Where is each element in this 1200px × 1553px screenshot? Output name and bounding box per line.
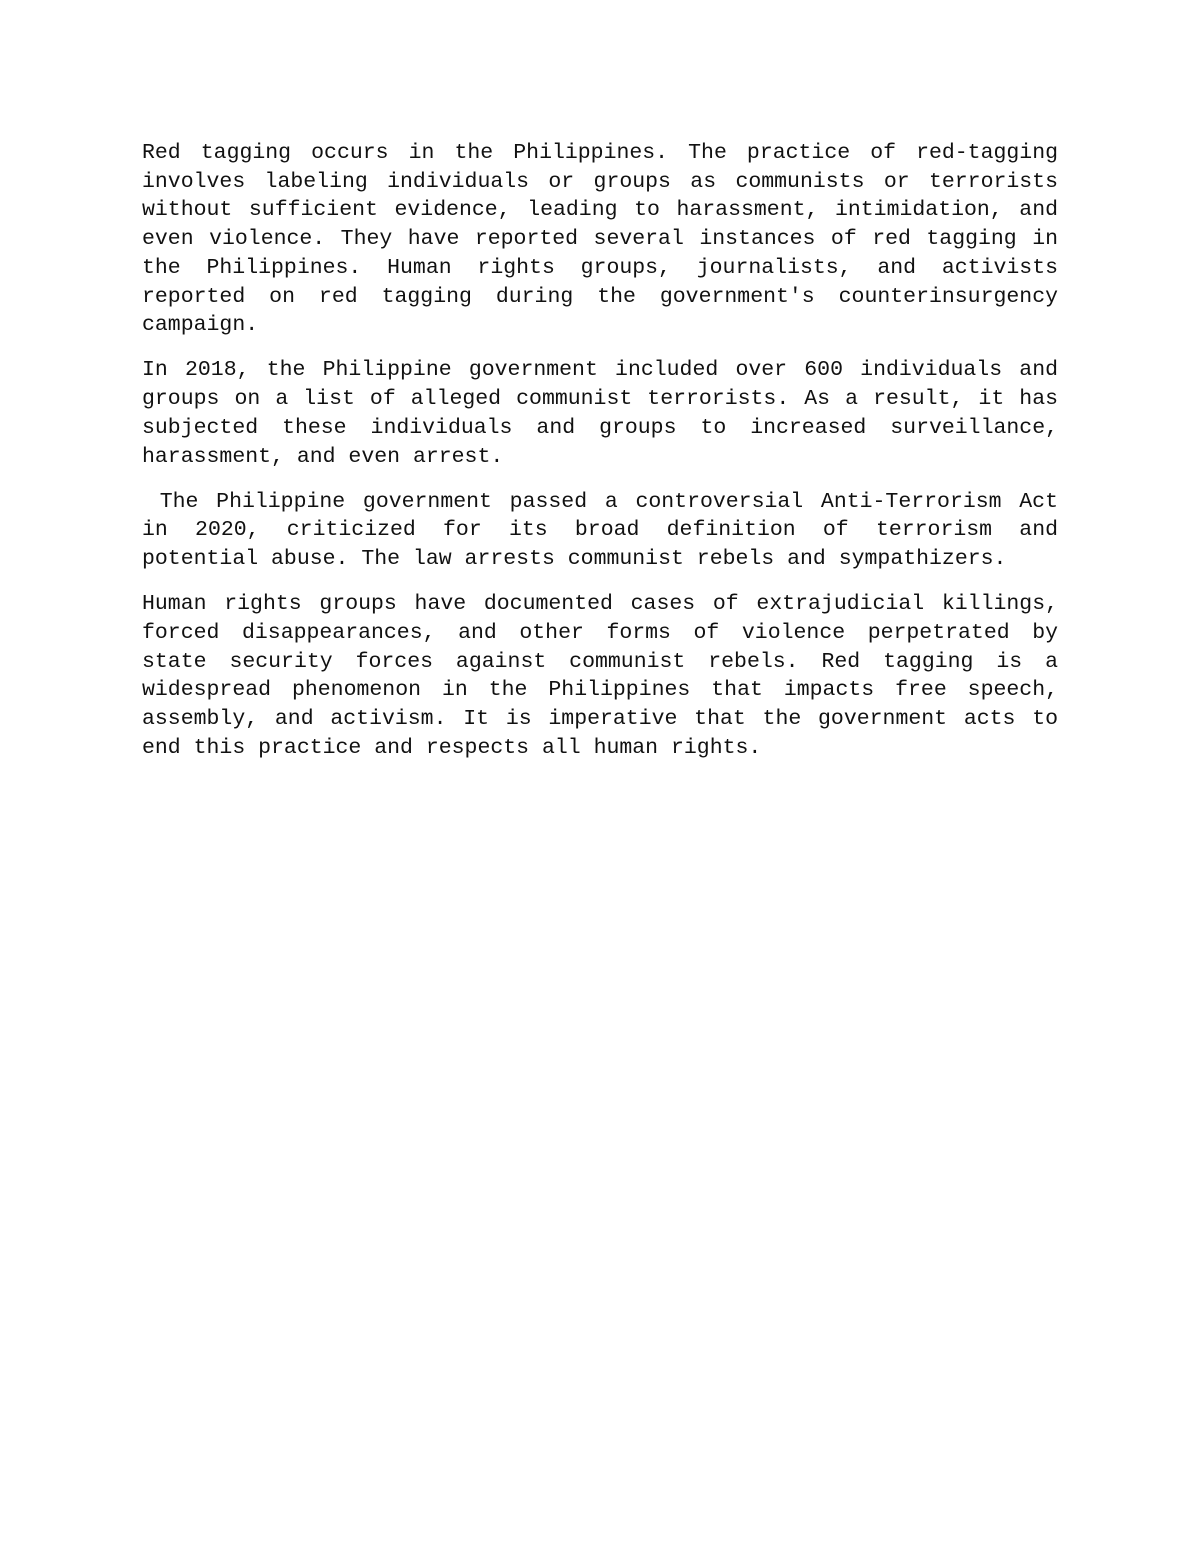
paragraph-anti-terrorism-act: The Philippine government passed a controversial Anti-Terrorism Act in 2020, criticized for its broad definition of terrorism and potential abuse. The law arrests communist rebels and sympathizers. xyxy=(142,489,1071,572)
paragraph-human-rights-conclusion: Human rights groups have documented cases of extrajudicial killings, forced disappearances, and other forms of violence perpetrated by state security forces against communist rebels. Red tagging is a widespread phenomenon in the Philippines that impacts free speech, assembly, and activism. It is imperative that the government acts to end this practice and respects all human rights. xyxy=(142,592,1071,760)
paragraph-red-tagging-intro: Red tagging occurs in the Philippines. The practice of red-tagging involves labeling individuals or groups as communists or terrorists without sufficient evidence, leading to harassment, intimidation, and even violence. They have reported several instances of red tagging in the Philippines. Human rights groups, journalists, and activists reported on red tagging during the government's counterinsurgency campaign. xyxy=(142,141,1071,338)
document-body xyxy=(142,139,1071,779)
paragraph-2018-list: In 2018, the Philippine government included over 600 individuals and groups on a list of alleged communist terrorists. As a result, it has subjected these individuals and groups to increased surveillance, harassment, and even arrest. xyxy=(142,358,1071,469)
